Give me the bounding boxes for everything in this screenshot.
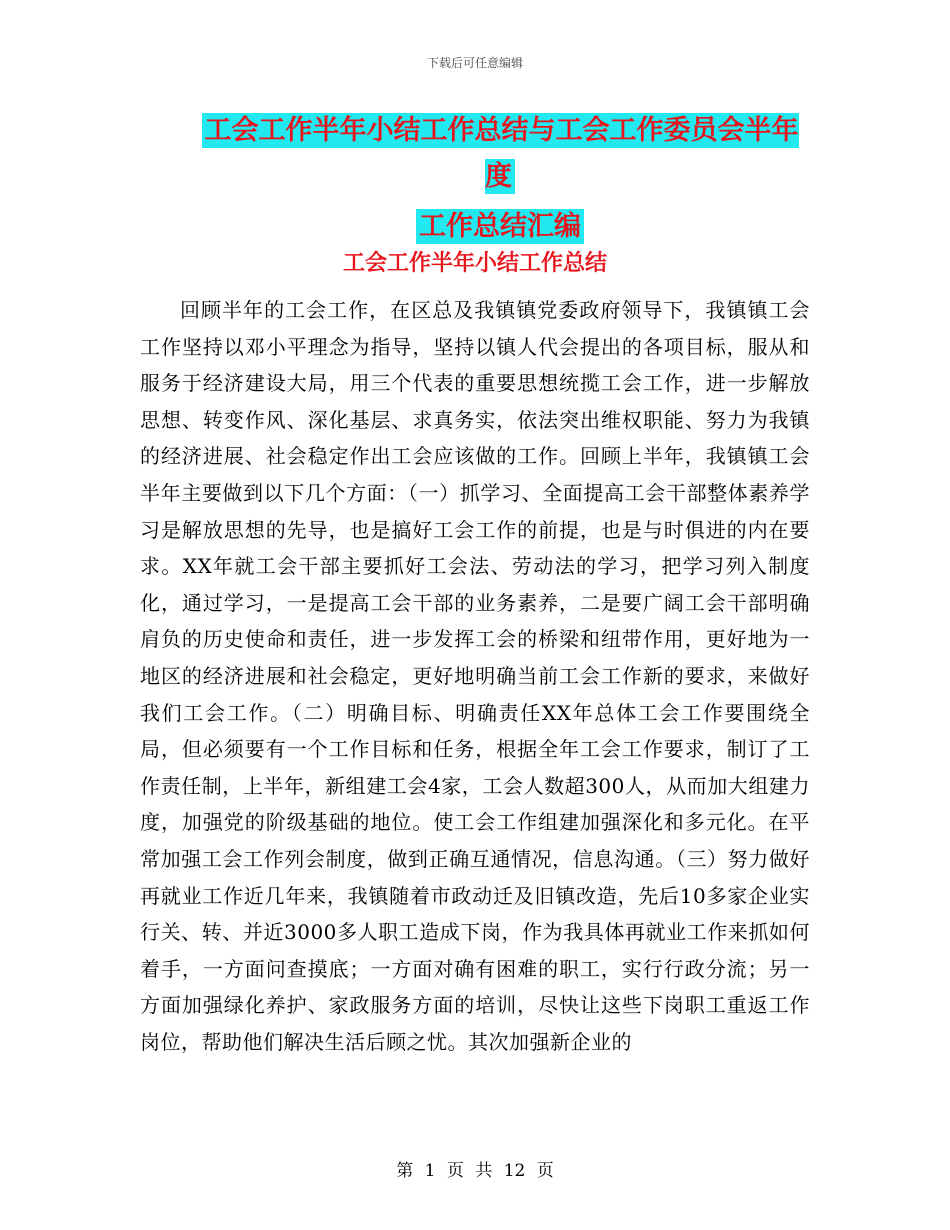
body-paragraph: 回顾半年的工会工作，在区总及我镇镇党委政府领导下，我镇镇工会工作坚持以邓小平理念为指导，坚持以镇人代会提出的各项目标，服从和服务于经济建设大局，用三个代表的重要思想统揽工会工作，进一步解放思想、转变作风、深化基层、求真务实，依法突出维权职能、努力为我镇的经济进展、社会稳定作出工会应该做的工作。回顾上半年，我镇镇工会半年主要做到以下几个方面：（一）抓学习、全面提高工会干部整体素养学习是解放思想的先导，也是搞好工会工作的前提，也是与时俱进的内在要求。XX年就工会干部主要抓好工会法、劳动法的学习，把学习列入制度化，通过学习，一是提高工会干部的业务素养，二是要广阔工会干部明确肩负的历史使命和责任，进一步发挥工会的桥梁和纽带作用，更好地为一地区的经济进展和社会稳定，更好地明确当前工会工作新的要求，来做好我们工会工作。（二）明确目标、明确责任XX年总体工会工作要围绕全局，但必须要有一个工作目标和任务，根据全年工会工作要求，制订了工作责任制，上半年，新组建工会4家，工会人数超300人，从而加大组建力度，加强党的阶级基础的地位。使工会工作组建加强深化和多元化。在平常加强工会工作列会制度，做到正确互通情况，信息沟通。（三）努力做好再就业工作近几年来，我镇随着市政动迁及旧镇改造，先后10多家企业实行关、转、并近3000多人职工造成下岗，作为我具体再就业工作来抓如何着手，一方面问查摸底；一方面对确有困难的职工，实行行政分流；另一方面加强绿化养护、家政服务方面的培训，尽快让这些下岗职工重返工作岗位，帮助他们解决生活后顾之忧。其次加强新企业的 <box>140 298 810 1054</box>
title-highlight: 工会工作半年小结工作总结与工会工作委员会半年度 <box>202 113 799 194</box>
document-title-line-2 <box>190 204 810 250</box>
title-highlight: 工作总结汇编 <box>416 209 584 244</box>
document-title <box>190 108 810 250</box>
document-title-line-1 <box>190 108 810 200</box>
page-footer: 第 1 页 共 12 页 <box>396 1161 554 1181</box>
header-note: 下载后可任意编辑 <box>426 56 523 70</box>
section-title: 工会工作半年小结工作总结 <box>342 251 607 276</box>
